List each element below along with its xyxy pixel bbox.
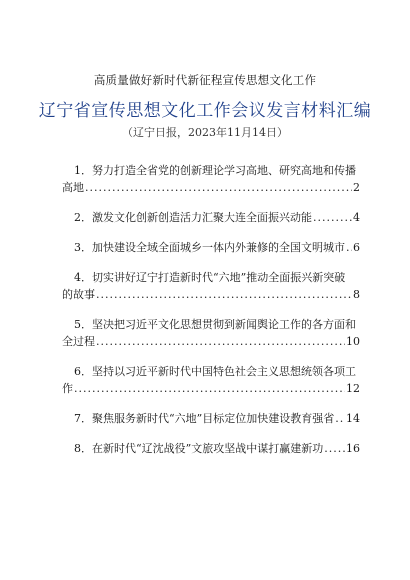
toc-item-4[interactable] (62, 269, 360, 303)
toc-item-text: 2．激发文化创新创造活力汇聚大连全面振兴动能 (74, 211, 312, 224)
table-of-contents (62, 162, 360, 470)
dot-leader (85, 179, 352, 196)
toc-page-number: 4 (353, 211, 360, 224)
toc-page-number: 14 (346, 412, 360, 425)
dot-leader (335, 410, 345, 427)
dot-leader (324, 440, 345, 457)
toc-item-text: 5．坚决把习近平文化思想贯彻到新闻舆论工作的各方面和 (74, 318, 356, 331)
toc-item-text-cont: 作 (62, 382, 73, 395)
toc-page-number: 10 (346, 335, 360, 348)
toc-item-3[interactable] (62, 239, 360, 256)
toc-item-text: 6．坚持以习近平新时代中国特色社会主义思想统领各项工 (74, 365, 356, 378)
dot-leader (96, 333, 345, 350)
toc-page-number: 16 (346, 442, 360, 455)
toc-item-text: 7．聚焦服务新时代“六地”目标定位加快建设教育强省 (74, 412, 335, 425)
toc-item-text-cont: 高地 (62, 181, 84, 194)
dot-leader (313, 209, 352, 226)
toc-page-number: 8 (353, 288, 360, 301)
dot-leader (96, 286, 352, 303)
toc-item-text-cont: 的故事 (62, 288, 95, 301)
toc-item-6[interactable] (62, 363, 360, 397)
toc-item-5[interactable] (62, 316, 360, 350)
toc-item-7[interactable] (62, 410, 360, 427)
toc-page-number: 12 (346, 382, 360, 395)
toc-item-text: 1．努力打造全省党的创新理论学习高地、研究高地和传播 (74, 164, 356, 177)
document-subtitle: 高质量做好新时代新征程宣传思想文化工作 (93, 73, 317, 87)
toc-item-8[interactable] (62, 440, 360, 457)
toc-item-1[interactable] (62, 162, 360, 196)
toc-item-2[interactable] (62, 209, 360, 226)
dot-leader (74, 380, 345, 397)
dot-leader (346, 239, 352, 256)
toc-item-text: 3．加快建设全域全面城乡一体内外兼修的全国文明城市 (74, 241, 345, 254)
toc-item-text-cont: 全过程 (62, 335, 95, 348)
toc-item-text: 8．在新时代“辽沈战役”文旅攻坚战中谋打赢建新功 (74, 442, 324, 455)
toc-item-text: 4．切实讲好辽宁打造新时代“六地”推动全面振兴新突破 (74, 271, 346, 284)
document-title: 辽宁省宣传思想文化工作会议发言材料汇编 (38, 101, 372, 121)
toc-page-number: 2 (353, 181, 360, 194)
document-source: （辽宁日报，2023年11月14日） (122, 126, 288, 139)
toc-page-number: 6 (353, 241, 360, 254)
